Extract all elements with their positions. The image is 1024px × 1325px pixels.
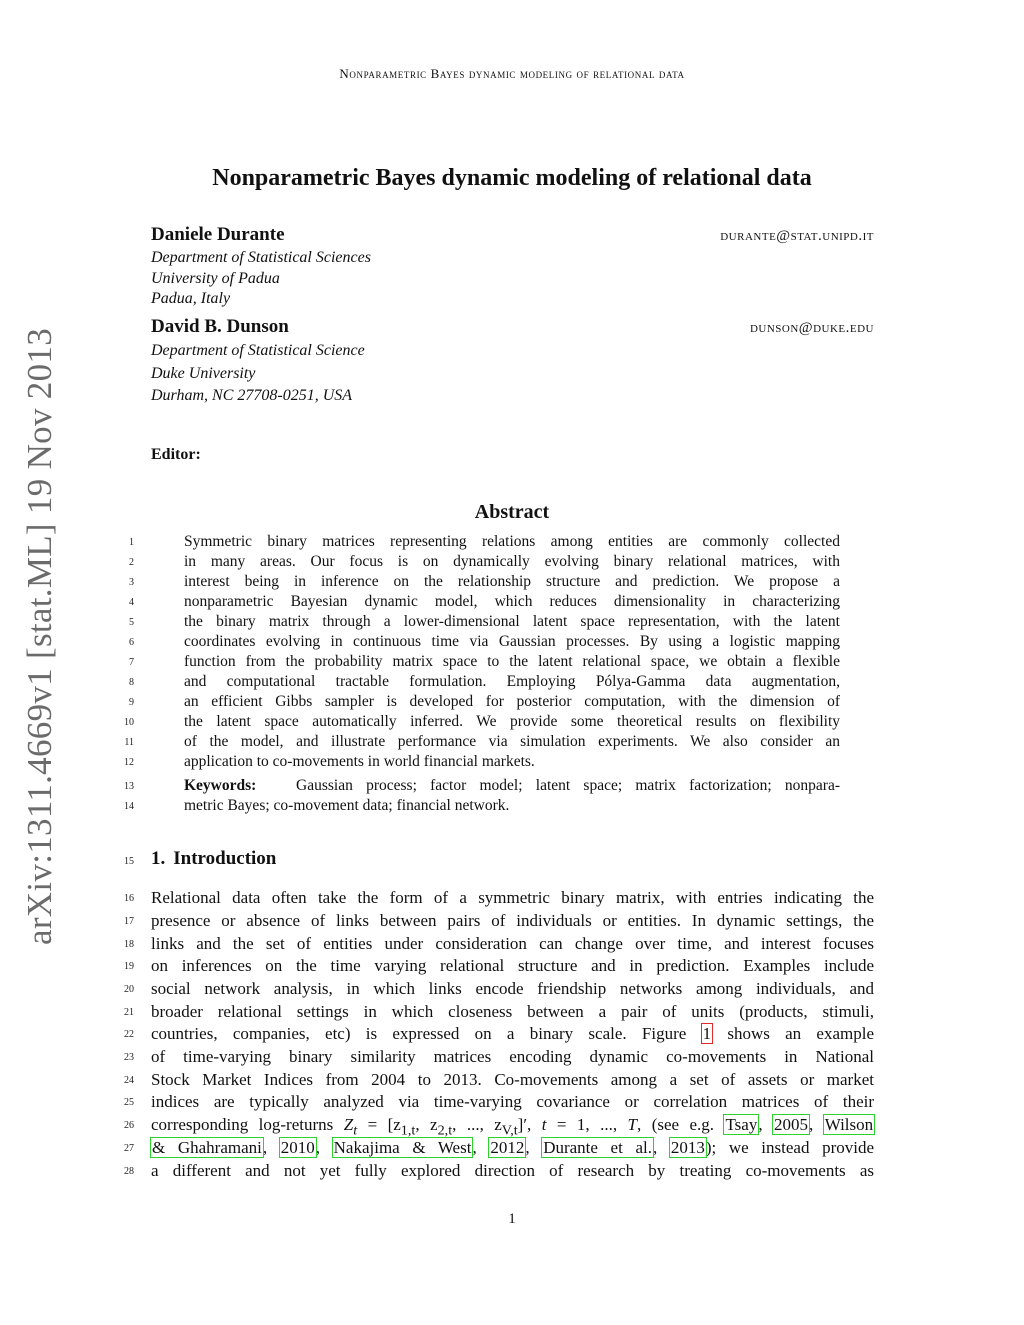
section-number: 1. bbox=[151, 848, 166, 869]
body-line: Relational data often take the form of a symmetric binary matrix, with entries indicating the bbox=[151, 888, 874, 907]
line-number: 9 bbox=[129, 697, 134, 708]
line-number: 26 bbox=[124, 1120, 134, 1131]
affiliation-line: University of Padua bbox=[151, 269, 280, 287]
abstract-line: the latent space automatically inferred. We provide some theoretical results on flexibility bbox=[184, 713, 840, 730]
citation-link[interactable]: 2013 bbox=[670, 1138, 705, 1157]
abstract-line: of the model, and illustrate performance via simulation experiments. We also consider an bbox=[184, 733, 840, 750]
line-number: 3 bbox=[129, 577, 134, 588]
keywords-text: Gaussian process; factor model; latent space; matrix factorization; nonpara- bbox=[296, 777, 841, 794]
abstract-line: application to co-movements in world financial markets. bbox=[184, 753, 535, 770]
math-subscript: 2,t bbox=[437, 1122, 453, 1139]
math-subscript: 1,t bbox=[400, 1122, 416, 1139]
body-line: social network analysis, in which links encode friendship networks among individuals, and bbox=[151, 979, 874, 998]
body-text: , z bbox=[415, 1115, 438, 1134]
body-text: , (see e.g. bbox=[637, 1115, 715, 1134]
line-number: 24 bbox=[124, 1075, 134, 1086]
math-subscript: V,t bbox=[501, 1122, 518, 1139]
citation-link[interactable]: Nakajima & West bbox=[333, 1138, 472, 1157]
body-line: indices are typically analyzed via time-varying covariance or correlation matrices of their bbox=[151, 1092, 874, 1111]
line-number: 15 bbox=[124, 856, 134, 867]
keywords-label: Keywords: bbox=[184, 777, 257, 794]
body-text: = 1, ..., bbox=[556, 1115, 618, 1134]
affiliation-line: Department of Statistical Science bbox=[151, 342, 365, 359]
line-number: 7 bbox=[129, 657, 134, 668]
affiliation-line: Durham, NC 27708-0251, USA bbox=[151, 387, 353, 404]
body-line: links and the set of entities under consideration can change over time, and interest focuses bbox=[151, 934, 874, 953]
running-head: Nonparametric Bayes dynamic modeling of relational data bbox=[339, 66, 685, 81]
body-line: of time-varying binary similarity matrices encoding dynamic co-movements in National bbox=[151, 1047, 874, 1066]
citation-link[interactable]: Wilson bbox=[824, 1115, 874, 1134]
abstract-heading: Abstract bbox=[474, 501, 550, 523]
section-heading bbox=[151, 848, 284, 870]
abstract-line: in many areas. Our focus is on dynamically evolving binary relational matrices, with bbox=[184, 553, 840, 570]
author-block-2 bbox=[151, 316, 874, 408]
citation-link[interactable]: 2012 bbox=[490, 1138, 525, 1157]
citation-link[interactable]: 2010 bbox=[280, 1138, 315, 1157]
author-block-1 bbox=[151, 224, 874, 310]
line-number: 25 bbox=[124, 1097, 134, 1108]
line-number: 18 bbox=[124, 939, 134, 950]
body-line bbox=[151, 1023, 874, 1045]
abstract-line: the binary matrix through a lower-dimensional latent space representation, with the latent bbox=[184, 613, 840, 630]
line-number: 10 bbox=[124, 717, 134, 728]
line-number: 27 bbox=[124, 1143, 134, 1154]
body-line: a different and not yet fully explored direction of research by treating co-movements as bbox=[151, 1161, 874, 1180]
line-number: 2 bbox=[129, 557, 134, 568]
body-line: Stock Market Indices from 2004 to 2013. Co-movements among a set of assets or market bbox=[151, 1070, 874, 1089]
line-number: 28 bbox=[124, 1166, 134, 1177]
abstract-line: nonparametric Bayesian dynamic model, which reduces dimensionality in characterizing bbox=[184, 593, 840, 610]
body-text: ); we instead provide bbox=[705, 1138, 875, 1157]
author-email[interactable]: durante@stat.unipd.it bbox=[720, 228, 874, 244]
line-number: 23 bbox=[124, 1052, 134, 1063]
line-number: 17 bbox=[124, 916, 134, 927]
figure-ref-link[interactable]: 1 bbox=[702, 1024, 712, 1043]
body-text: , ..., z bbox=[452, 1115, 502, 1134]
line-number: 22 bbox=[124, 1029, 134, 1040]
line-number: 8 bbox=[129, 677, 134, 688]
body-line: & Ghahramani, 2010, Nakajima & West, 2012, Durante et al., 2013); we instead provide bbox=[152, 1138, 875, 1157]
affiliation-line: Padua, Italy bbox=[151, 290, 231, 307]
body-text: ]′, bbox=[517, 1115, 532, 1134]
body-text: shows an example bbox=[727, 1024, 875, 1043]
abstract-line: an efficient Gibbs sampler is developed for posterior computation, with the dimension of bbox=[184, 693, 840, 710]
math-symbol: T bbox=[627, 1115, 638, 1134]
line-number: 4 bbox=[129, 597, 134, 608]
body-text: corresponding log-returns bbox=[151, 1115, 334, 1134]
page-number: 1 bbox=[508, 1211, 516, 1227]
line-number: 14 bbox=[124, 801, 134, 812]
line-number: 20 bbox=[124, 984, 134, 995]
math-subscript: t bbox=[353, 1122, 358, 1139]
line-number: 6 bbox=[129, 637, 134, 648]
section-title: Introduction bbox=[173, 848, 277, 869]
line-number: 11 bbox=[124, 737, 134, 748]
affiliation-line: Department of Statistical Sciences bbox=[151, 249, 371, 266]
editor-label: Editor: bbox=[151, 446, 201, 463]
arxiv-stamp: arXiv:1311.4669v1 [stat.ML] 19 Nov 2013 bbox=[20, 327, 59, 945]
abstract-line: interest being in inference on the relationship structure and prediction. We propose a bbox=[184, 573, 840, 590]
abstract-line: function from the probability matrix space to the latent relational space, we obtain a flexible bbox=[184, 653, 840, 670]
line-number: 16 bbox=[124, 893, 134, 904]
line-number: 13 bbox=[124, 781, 134, 792]
line-number: 21 bbox=[124, 1007, 134, 1018]
line-number: 19 bbox=[124, 961, 134, 972]
citation-link[interactable]: 2005 bbox=[774, 1115, 809, 1134]
body-text: countries, companies, etc) is expressed on a binary scale. Figure bbox=[151, 1024, 687, 1043]
abstract-line: and computational tractable formulation. Employing Pólya-Gamma data augmentation, bbox=[184, 673, 840, 690]
author-name: David B. Dunson bbox=[151, 316, 289, 337]
math-symbol: t bbox=[541, 1115, 547, 1134]
body-line: presence or absence of links between pairs of individuals or entities. In dynamic settings, the bbox=[151, 911, 874, 930]
body-line: on inferences on the time varying relational structure and in prediction. Examples include bbox=[151, 956, 874, 975]
line-number: 1 bbox=[129, 537, 134, 548]
keywords-line: metric Bayes; co-movement data; financial network. bbox=[184, 797, 510, 814]
paper-title: Nonparametric Bayes dynamic modeling of relational data bbox=[212, 165, 812, 191]
body-line: broader relational settings in which closeness between a pair of units (products, stimuli, bbox=[151, 1002, 874, 1021]
affiliation-line: Duke University bbox=[151, 364, 256, 382]
citation-link[interactable]: Tsay bbox=[725, 1115, 758, 1134]
math-symbol: Z bbox=[343, 1115, 354, 1134]
citation-link[interactable]: Durante et al. bbox=[543, 1138, 652, 1157]
abstract-line: coordinates evolving in continuous time via Gaussian processes. By using a logistic mapping bbox=[184, 633, 840, 650]
body-text: = [z bbox=[367, 1115, 401, 1134]
author-email[interactable]: dunson@duke.edu bbox=[749, 320, 874, 336]
abstract-line: Symmetric binary matrices representing relations among entities are commonly collected bbox=[184, 533, 840, 550]
line-number: 12 bbox=[124, 757, 134, 768]
citation-link[interactable]: & Ghahramani bbox=[152, 1138, 262, 1157]
body-line: corresponding log-returns $Z_t = [z_{1,t}$, $z_{2,t}$, ..., $z_{V,t}]'$, t = 1, ..., T, (see e.g. Tsay, 2005, Wilson bbox=[151, 1115, 874, 1139]
author-name: Daniele Durante bbox=[151, 224, 285, 245]
line-number: 5 bbox=[129, 617, 134, 628]
keywords-line bbox=[184, 776, 840, 796]
